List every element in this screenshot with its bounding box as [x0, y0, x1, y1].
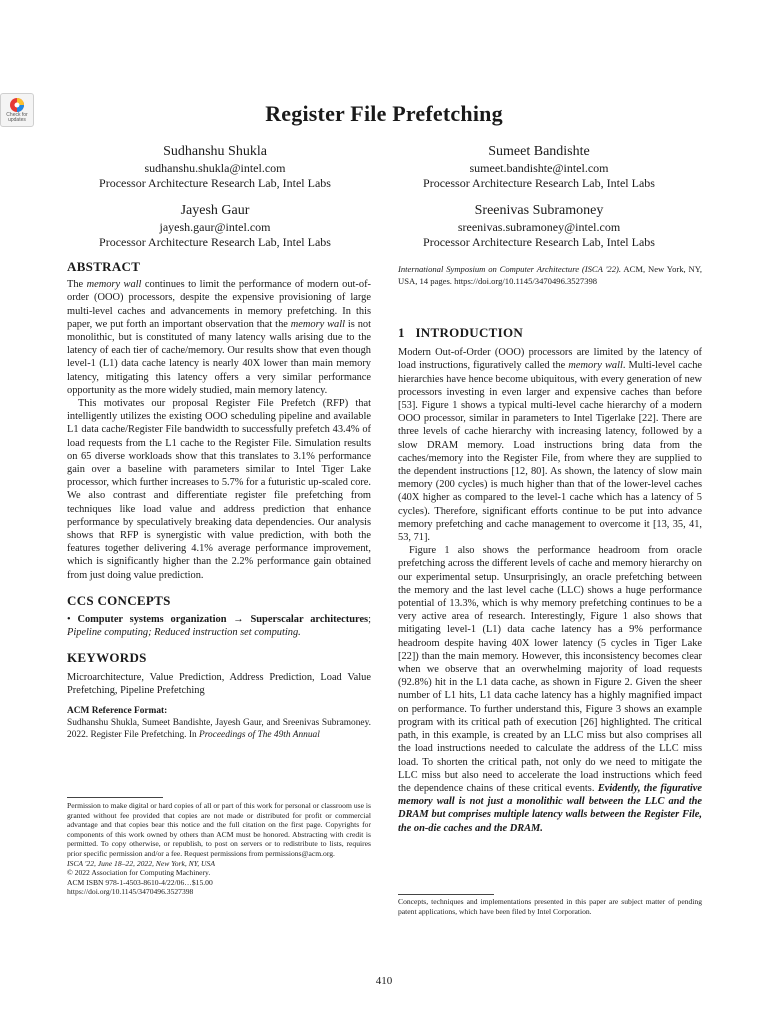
reference-venue: International Symposium on Computer Architecture (ISCA '22). [398, 264, 622, 274]
author-email[interactable]: sudhanshu.shukla@intel.com [144, 161, 286, 175]
text-run: The [67, 279, 87, 291]
paper-title: Register File Prefetching [265, 101, 503, 126]
intro-paragraph-2-text: Figure 1 also shows the performance headroom from oracle prefetching across the different levels of cache and memory hierarchy on our experimental setup. Unsurprisingly, an oracle prefetching between the memory and the last level cache (LLC) shows a huge performance potential of 13.3%, which is why memory prefetching continues to be a very active area of research. Interestingly, Figure 1 also shows that mitigating level-1 (L1) data cache latency has a 9% performance headroom despite having 40X lower latency (5 cycles in Tiger Lake [22]) than the main memory. However, this inconsistency becomes clear when we observe that an overwhelming majority of load requests (92.8%) hit in the L1 data cache, as shown in Figure 2. Given the sheer number of L1 hits, L1 data cache latency has a highly magnified impact on performance. To further understand this, Figure 3 shows an example program with its critical path of execution [26] highlighted. The critical path, in this example, is created by an LLC miss but also comprises all the load instructions needed to calculate the address of the LLC miss load. To shorten the critical path, not only do we need to mitigate the LLC miss but also need to accelerate the load instructions which feed the dependence chains of these critical events. [398, 545, 702, 794]
author-email[interactable]: sumeet.bandishte@intel.com [469, 161, 609, 175]
author-name: Jayesh Gaur [180, 203, 250, 218]
introduction-heading: 1 INTRODUCTION [398, 325, 524, 340]
acm-reference-heading: ACM Reference Format: [67, 706, 168, 717]
patent-footnote: Concepts, techniques and implementations presented in this paper are subject matter of pending patent applications, which have been filed by Intel Corporation. [398, 897, 702, 916]
emphasis-run: memory wall [568, 360, 623, 372]
acm-reference-text: Sudhanshu Shukla, Sumeet Bandishte, Jayesh Gaur, and Sreenivas Subramoney. 2022. Register File Prefetching. In [67, 718, 371, 741]
right-column [398, 326, 702, 835]
ccs-rest: Pipeline computing; Reduced instruction set computing. [67, 627, 301, 639]
text-run: . Multi-level cache hierarchies have hence become ubiquitous, with every generation of new processors investing in even larger and expensive caches than before [53]. Figure 1 shows a typical multi-level cache hierarchy of a modern OOO processor, similar in parameters to Intel Tigerlake [22]. There are three levels of cache hierarchy with increasing latency, followed by a slow DRAM memory. Load instructions bring data from the caches/memory into the Register File, from where they are supplied to the dependent instructions [12, 80]. As shown, the latency of slow main memory (200 cycles) is much higher than that of the lower-level caches (40X higher as compared to the level-1 cache which has a latency of 5 cycles). Therefore, significant efforts continue to be put into advance memory prefetching and cache management to overcome it [13, 35, 41, 53, 71]. [398, 360, 703, 544]
text-run: continues to limit the performance of modern out-of-order (OOO) processors, despite the expensive provisioning of large multi-level caches and advancements in memory prefetching. In this paper, we put forth an important observation that the [67, 279, 371, 330]
abstract-paragraph-1 [67, 278, 371, 397]
left-column [67, 260, 371, 741]
emphasis-run: memory wall [86, 279, 142, 291]
ccs-concepts [67, 613, 371, 639]
text-run: is not monolithic, but is constituted of many latency walls arising due to the latency of each tier of cache/memory. Our results show that even though level-1 (L1) data cache latency is nearly 40X lower than main memory latency, mitigating this latency offers a very similar performance opportunity as the more widely studied, main memory latency. [67, 318, 372, 396]
reference-continued [398, 263, 702, 287]
ccs-bullet: • [67, 614, 71, 626]
keywords-text: Microarchitecture, Value Prediction, Address Prediction, Load Value Prefetching, Pipeline Prefetching [67, 671, 371, 696]
permission-block [67, 801, 371, 897]
intro-paragraph-1 [398, 346, 702, 544]
intro-emphasis: Evidently, the figurative memory wall is not just a monolithic wall between the LLC and the DRAM but comprises multiple latency walls between the Register File, the on-die caches and the DRAM. [398, 782, 702, 834]
author-affiliation: Processor Architecture Research Lab, Intel Labs [99, 235, 331, 249]
page-number: 410 [375, 975, 393, 987]
abstract-heading: ABSTRACT [67, 259, 141, 274]
reference-details: ACM, New York, NY, USA, 14 pages. https://doi.org/10.1145/3470496.3527398 [398, 264, 702, 287]
permission-isbn: ACM ISBN 978-1-4503-8610-4/22/06…$15.00 [67, 877, 213, 887]
ccs-bold: Computer systems organization → Superscalar architectures [77, 614, 369, 626]
author-email[interactable]: jayesh.gaur@intel.com [159, 220, 271, 234]
author-name: Sreenivas Subramoney [474, 203, 604, 218]
author-name: Sudhanshu Shukla [163, 144, 267, 159]
author-block-2 [369, 143, 709, 191]
footnote-divider-right [398, 894, 494, 895]
author-affiliation: Processor Architecture Research Lab, Intel Labs [423, 235, 655, 249]
permission-text: Permission to make digital or hard copies of all or part of this work for personal or classroom use is granted without fee provided that copies are not made or distributed for profit or commercial advantage and that copies bear this notice and the full citation on the first page. Copyrights for components of this work owned by others than ACM must be honored. Abstracting with credit is permitted. To copy otherwise, or republish, to post on servers or to redistribute to lists, requires prior specific permission and/or a fee. Request permissions from permissions@acm.org. [67, 801, 371, 858]
badge-line-2: updates [8, 117, 26, 123]
author-name: Sumeet Bandishte [488, 144, 590, 159]
author-affiliation: Processor Architecture Research Lab, Intel Labs [99, 176, 331, 190]
badge-line-1: Check for [6, 112, 28, 118]
author-block-3 [45, 202, 385, 250]
author-block-1 [45, 143, 385, 191]
acm-reference [67, 705, 371, 741]
venue-text: ISCA '22, June 18–22, 2022, New York, NY, USA [67, 858, 215, 868]
acm-reference-italic: Proceedings of The 49th Annual [199, 730, 320, 741]
emphasis-run: memory wall [290, 318, 346, 330]
abstract-paragraph-2: This motivates our proposal Register File Prefetch (RFP) that intelligently utilizes the existing OOO scheduling pipeline and available L1 data cache/Register File bandwidth to successfully prefetch 43.4% of load requests from the L1 cache to the Register File. Simulation results on 65 diverse workloads show that this translates to 3.1% performance gain over a baseline with parameters similar to Intel Tiger Lake processor, which further increases to 5.7% for a futuristic up-scaled core. We also contrast and differentiate register file prefetching from techniques like load value and address prediction that enhance performance by speculatively breaking data dependencies. Our analysis shows that RFP is synergistic with value prediction, with both the features together delivering 4.1% average performance improvement, which is significantly higher than the 2.2% performance gain obtained from just doing value prediction. [67, 398, 371, 581]
text-run: Modern Out-of-Order (OOO) processors are limited by the latency of load instructions, figuratively called the [398, 347, 702, 372]
author-email[interactable]: sreenivas.subramoney@intel.com [457, 220, 621, 234]
permission-doi[interactable]: https://doi.org/10.1145/3470496.3527398 [67, 887, 194, 897]
author-block-4 [369, 202, 709, 250]
keywords-heading: KEYWORDS [67, 650, 147, 666]
permission-venue [67, 859, 371, 869]
permission-copyright: © 2022 Association for Computing Machinery. [67, 868, 211, 878]
footnote-divider [67, 797, 163, 798]
ccs-separator: ; [368, 614, 371, 626]
author-affiliation: Processor Architecture Research Lab, Intel Labs [423, 176, 655, 190]
ccs-heading: CCS CONCEPTS [67, 592, 171, 608]
intro-paragraph-2 [398, 544, 702, 834]
